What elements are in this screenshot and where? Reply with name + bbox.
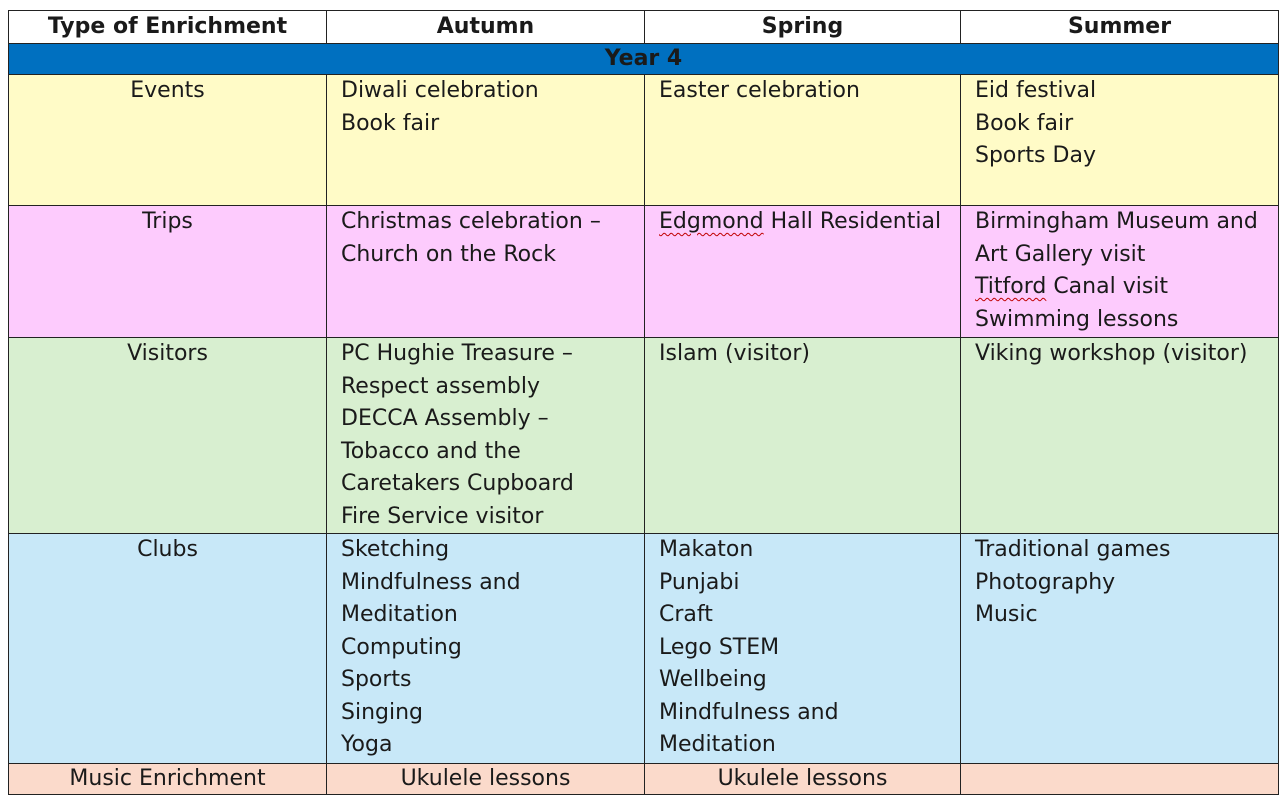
list-item: Fire Service visitor: [341, 503, 544, 529]
row-events: [9, 75, 1279, 206]
header-summer: Summer: [961, 11, 1279, 44]
list-item: Eid festival: [975, 78, 1097, 103]
list-item: Lego STEM: [659, 634, 780, 660]
music-autumn: Ukulele lessons: [327, 764, 645, 795]
list-item: Birmingham Museum and: [975, 209, 1258, 234]
visitors-autumn: [327, 338, 645, 534]
type-events: Events: [9, 75, 327, 206]
list-item: Caretakers Cupboard: [341, 471, 574, 496]
trip-text: Hall Residential: [763, 209, 942, 234]
clubs-summer: [961, 534, 1279, 764]
list-item: Makaton: [659, 537, 754, 562]
list-item: Book fair: [341, 110, 440, 136]
list-item: DECCA Assembly –: [341, 406, 549, 431]
spell-flagged-word: Edgmond: [659, 209, 764, 234]
list-item: Mindfulness and: [659, 699, 839, 725]
list-item: Photography: [975, 569, 1116, 595]
type-visitors: Visitors: [9, 338, 327, 534]
list-item: Viking workshop (visitor): [975, 341, 1248, 366]
year-label: Year 4: [9, 44, 1279, 75]
events-autumn: [327, 75, 645, 206]
trips-autumn: [327, 206, 645, 338]
trip-text: Canal visit: [1046, 274, 1169, 299]
list-item: Islam (visitor): [659, 341, 810, 366]
list-item: Christmas celebration –: [341, 209, 601, 234]
music-spring: Ukulele lessons: [645, 764, 961, 795]
list-item: [659, 206, 946, 239]
row-visitors: [9, 338, 1279, 534]
type-music: Music Enrichment: [9, 764, 327, 795]
row-music: [9, 764, 1279, 795]
trips-summer: [961, 206, 1279, 338]
visitors-summer: [961, 338, 1279, 534]
list-item: Wellbeing: [659, 667, 767, 692]
header-row: [9, 11, 1279, 44]
events-spring: [645, 75, 961, 206]
list-item: Tobacco and the: [341, 438, 521, 464]
list-item: Diwali celebration: [341, 78, 539, 103]
list-item: Easter celebration: [659, 78, 860, 103]
list-item: Craft: [659, 602, 713, 627]
type-clubs: Clubs: [9, 534, 327, 764]
list-item: PC Hughie Treasure –: [341, 341, 573, 366]
list-item: Respect assembly: [341, 373, 540, 399]
list-item: Sports: [341, 667, 412, 692]
music-summer: [961, 764, 1279, 795]
clubs-spring: [645, 534, 961, 764]
list-item: Computing: [341, 634, 462, 660]
list-item: Church on the Rock: [341, 241, 556, 267]
list-item: Book fair: [975, 110, 1074, 136]
list-item: [975, 271, 1264, 304]
events-summer: [961, 75, 1279, 206]
list-item: Sketching: [341, 537, 450, 562]
header-type: Type of Enrichment: [9, 11, 327, 44]
trips-spring: [645, 206, 961, 338]
enrichment-table: [8, 10, 1279, 795]
list-item: Punjabi: [659, 569, 740, 595]
header-autumn: Autumn: [327, 11, 645, 44]
list-item: Meditation: [341, 602, 458, 627]
clubs-autumn: [327, 534, 645, 764]
spell-flagged-word: Titford: [975, 274, 1047, 299]
list-item: Sports Day: [975, 143, 1096, 168]
header-spring: Spring: [645, 11, 961, 44]
list-item: Swimming lessons: [975, 306, 1179, 332]
year-row: [9, 44, 1279, 75]
list-item: Music: [975, 602, 1038, 627]
type-trips: Trips: [9, 206, 327, 338]
list-item: Mindfulness and: [341, 569, 521, 595]
list-item: Yoga: [341, 732, 393, 757]
list-item: Singing: [341, 699, 424, 725]
list-item: Traditional games: [975, 537, 1171, 562]
list-item: Meditation: [659, 732, 776, 757]
row-clubs: [9, 534, 1279, 764]
list-item: Art Gallery visit: [975, 241, 1146, 267]
row-trips: [9, 206, 1279, 338]
visitors-spring: [645, 338, 961, 534]
